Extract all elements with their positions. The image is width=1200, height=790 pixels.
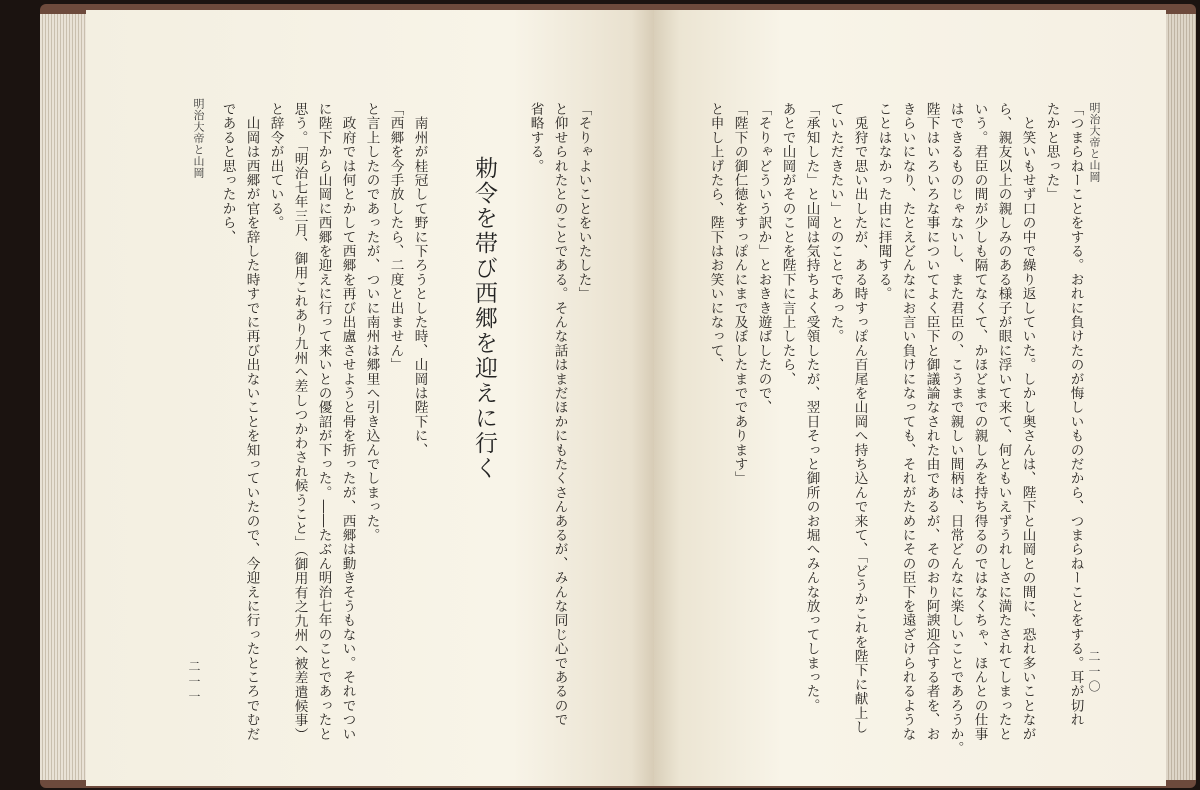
text-line: 山岡は西郷が官を辞した時すでに再び出ないことを知っていたので、今迎えに行ったところでむだ	[243, 102, 260, 741]
text-line: 兎狩で思い出したが、ある時すっぽん百尾を山岡へ持ち込んで来て、「どうかこれを陛下に献上し	[851, 102, 868, 735]
text-line: に陛下から山岡に西郷を迎えに行って来いとの優詔が下った。――たぶん明治七年のことであったと	[315, 102, 332, 741]
text-line: と仰せられたとのことである。そんな話はまだほかにもたくさんあるが、みんな同じ心であるので	[551, 102, 568, 727]
text-line: いう。君臣の間が少しも隔てなくて、かほどまでの親しみを持ち得るのではなくちゃ、ほんとの仕事	[971, 102, 988, 741]
running-head-right: 明治大帝と山岡	[1088, 102, 1101, 183]
page-edges-right	[1166, 14, 1196, 780]
text-line: 陛下はいろいろな事についてよく臣下と御議論なされた由であるが、そのおり阿諛迎合する者を、お	[923, 102, 940, 741]
text-line: ていただきたい」とのことであった。	[827, 102, 844, 344]
text-line: 「承知した」と山岡は気持ちよく受領したが、翌日そっと御所のお堀へみんな放ってしまった。	[803, 102, 820, 713]
text-line: 「西郷を今手放したら、二度と出ません」	[387, 102, 404, 372]
text-line: 政府では何とかして西郷を再び出盧させようと骨を折ったが、西郷は動きそうもない。それでつい	[339, 102, 356, 741]
page-number-right: 二一〇	[1087, 650, 1101, 695]
text-line: ら、親友以上の親しみのある様子が眼に浮いて来て、何ともいえずうれしさに満たされてしまったと	[995, 102, 1012, 741]
open-book	[40, 4, 1196, 788]
text-line: あとで山岡がそのことを陛下に言上したら、	[779, 102, 796, 386]
text-line: 「そりゃよいことをいたした」	[575, 102, 592, 301]
text-line: きらいになり、たとえどんなにお言い負けになっても、それがためにその臣下を遠ざけられるような	[899, 102, 916, 741]
running-head-left: 明治大帝と山岡	[192, 98, 205, 179]
text-line: 思う。「明治七年三月、御用これあり九州へ差しつかわされ候うこと」（御用有之九州へ被差遣候事）	[291, 102, 308, 742]
text-line: 「そりゃどういう訳か」とおきき遊ばしたので、	[755, 102, 772, 415]
text-line: と笑いもせず口の中で繰り返していた。しかし奥さんは、陛下と山岡との間に、恐れ多いことなが	[1019, 102, 1036, 741]
right-page	[654, 10, 1166, 786]
text-line: であると思ったから、	[219, 102, 236, 244]
text-line: たかと思った」	[1043, 102, 1060, 202]
text-line: 省略する。	[527, 102, 544, 173]
text-line: と辞令が出ている。	[267, 102, 284, 230]
text-line: 「つまらねーことをする。おれに負けたのが悔しいものだから、つまらねーことをする。耳が切れ	[1067, 102, 1084, 727]
text-line: と言上したのであったが、ついに南州は郷里へ引き込んでしまった。	[363, 102, 380, 543]
text-line: ことはなかった由に拝聞する。	[875, 102, 892, 301]
left-page	[86, 10, 654, 786]
page-number-left: 二一一	[187, 660, 201, 705]
text-line: 「陛下の御仁徳をすっぽんにまで及ぼしたまでであります」	[731, 102, 748, 486]
text-line: はできるものじゃないし、また君臣の、こうまで親しい間柄は、日常どんなに楽しいことであろうか。	[947, 102, 964, 756]
page-edges-left	[40, 14, 86, 780]
text-line: と申し上げたら、陛下はお笑いになって、	[707, 102, 724, 372]
section-title: 勅令を帯び西郷を迎えに行く	[471, 156, 497, 481]
text-line: 南州が桂冠して野に下ろうとした時、山岡は陛下に、	[411, 102, 428, 457]
